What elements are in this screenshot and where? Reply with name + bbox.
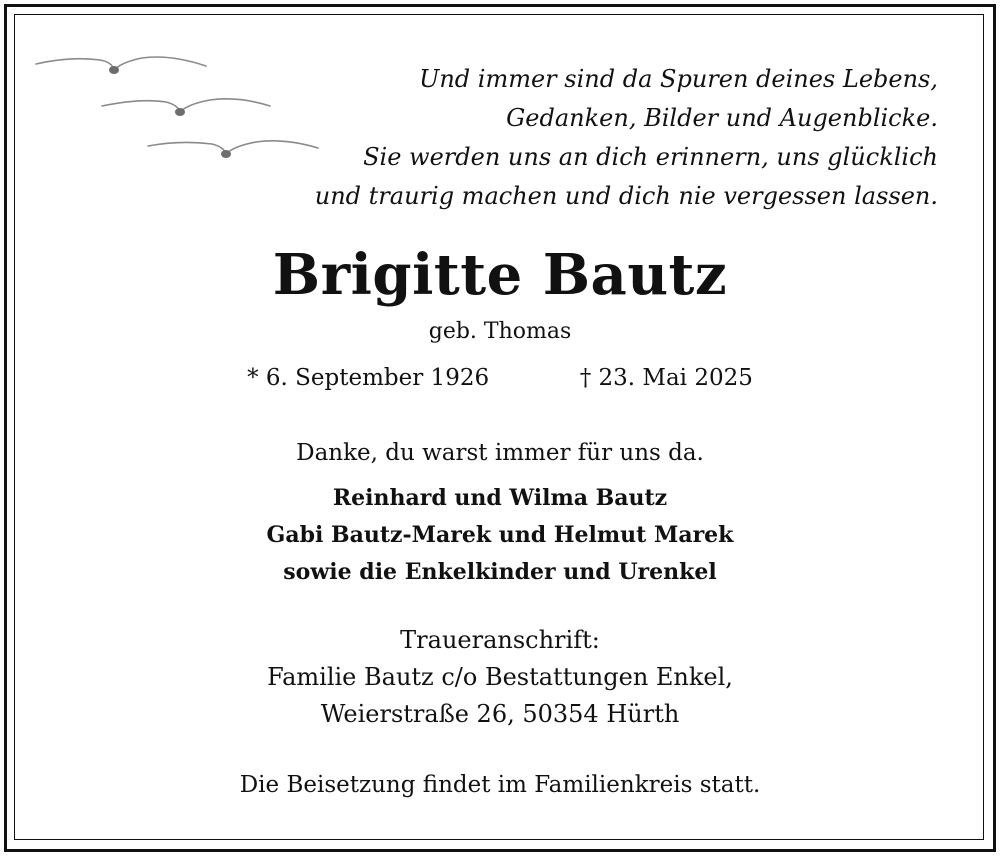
thanks-line: Danke, du warst immer für uns da. (296, 440, 704, 466)
mourner-line: Gabi Bautz-Marek und Helmut Marek (266, 522, 734, 548)
life-dates (0, 362, 1000, 394)
poem-line: Gedanken, Bilder und Augenblicke. (506, 104, 938, 132)
poem-line: Und immer sind da Spuren deines Lebens, (419, 65, 938, 93)
poem-line: und traurig machen und dich nie vergessen lassen. (314, 182, 938, 210)
address-line: Weierstraße 26, 50354 Hürth (320, 700, 680, 728)
funeral-note: Die Beisetzung findet im Familienkreis statt. (239, 772, 761, 798)
birth-date: * 6. September 1926 (247, 365, 490, 391)
mourning-address (0, 622, 1000, 733)
flying-birds-icon (30, 50, 330, 170)
deceased-name: Brigitte Bautz (272, 242, 728, 308)
address-heading: Traueranschrift: (400, 626, 600, 654)
death-date: † 23. Mai 2025 (579, 365, 753, 391)
poem-line: Sie werden uns an dich erinnern, uns glücklich (363, 143, 938, 171)
mourner-line: Reinhard und Wilma Bautz (332, 485, 668, 511)
maiden-name: geb. Thomas (428, 319, 572, 344)
memorial-poem (298, 60, 938, 216)
mourner-line: sowie die Enkelkinder und Urenkel (283, 559, 717, 585)
address-line: Familie Bautz c/o Bestattungen Enkel, (267, 663, 733, 691)
mourners-list (0, 480, 1000, 591)
